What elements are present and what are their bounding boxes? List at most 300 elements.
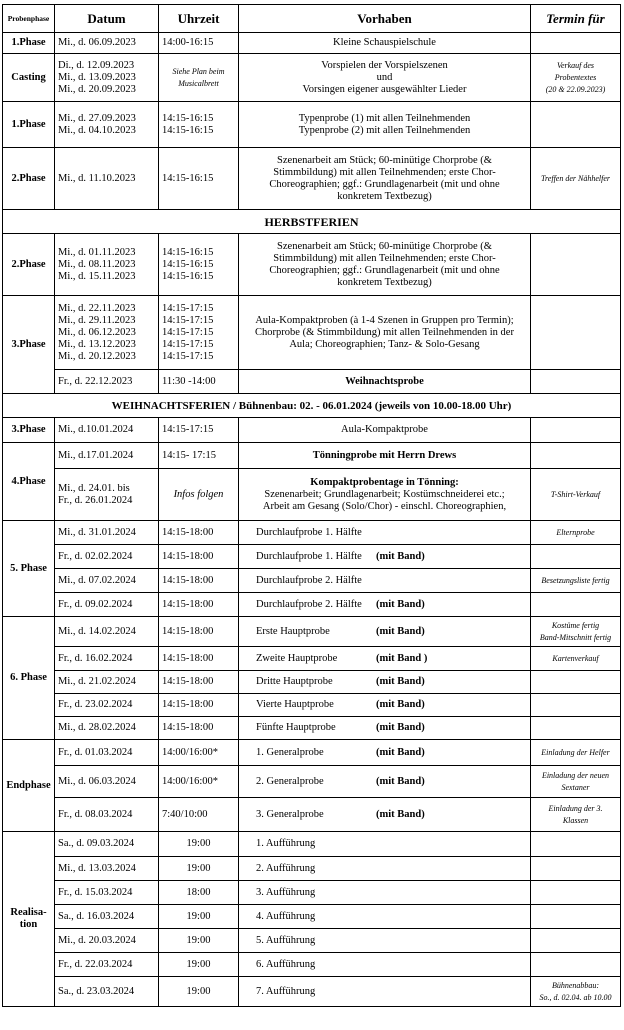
- text-line: 11:30 -14:00: [162, 375, 216, 387]
- zeit-cell: [159, 418, 239, 443]
- vorhaben-cell: [239, 593, 531, 617]
- text-line: 14:15-17:15: [162, 350, 214, 362]
- header-phase: Probenphase: [3, 5, 55, 33]
- table-row: [3, 234, 621, 296]
- table-row: [3, 694, 621, 717]
- vorhaben-text: Erste Hauptprobe: [256, 625, 330, 637]
- termin-cell: [531, 296, 621, 370]
- table-row: [3, 54, 621, 102]
- vorhaben-cell: [239, 617, 531, 647]
- text-line: Elternprobe: [556, 527, 595, 537]
- text-line: Besetzungsliste fertig: [541, 575, 610, 585]
- vorhaben-cell: [239, 671, 531, 694]
- phase-cell: 4.Phase: [3, 443, 55, 521]
- zeit-cell: [159, 569, 239, 593]
- termin-cell: [531, 929, 621, 953]
- vorhaben-cell: [239, 717, 531, 740]
- text-line: konkretem Textbezug): [337, 190, 432, 202]
- phase-cell: 2.Phase: [3, 234, 55, 296]
- text-line: Fr., d. 02.02.2024: [58, 550, 133, 562]
- vorhaben-text: 5. Aufführung: [256, 934, 316, 946]
- text-line: Typenprobe (2) mit allen Teilnehmenden: [298, 124, 471, 136]
- table-row: [3, 418, 621, 443]
- text-line: Aula-Kompaktproben (à 1-4 Szenen in Gruppen pro Termin);: [255, 314, 514, 326]
- text-line: 14:15-17:15: [162, 302, 214, 314]
- vorhaben-text: Zweite Hauptprobe: [256, 652, 338, 664]
- datum-cell: [55, 148, 159, 210]
- vorhaben-text: Durchlaufprobe 2. Hälfte: [256, 574, 362, 586]
- table-row: [3, 671, 621, 694]
- table-row: [3, 905, 621, 929]
- text-line: 19:00: [186, 934, 211, 946]
- termin-cell: [531, 593, 621, 617]
- table-row: [3, 617, 621, 647]
- text-line: Sa., d. 16.03.2024: [58, 910, 135, 922]
- text-line: Sa., d. 09.03.2024: [58, 838, 135, 849]
- band-note: (mit Band): [376, 550, 425, 562]
- termin-cell: [531, 798, 621, 832]
- vorhaben-cell: [239, 977, 531, 1007]
- text-line: Mi., d. 15.11.2023: [58, 270, 136, 282]
- text-line: 14:15-16:15: [162, 258, 214, 270]
- text-line: Choreographien; ggf.: Grundlagenarbeit (mit und ohne: [269, 264, 500, 276]
- text-line: (20 & 22.09.2023): [545, 84, 606, 94]
- vorhaben-text: 4. Aufführung: [256, 910, 316, 922]
- text-line: Mi., d. 22.11.2023: [58, 302, 136, 314]
- vorhaben-text: Fünfte Hauptprobe: [256, 722, 336, 733]
- text-line: 14:15-17:15: [162, 338, 214, 350]
- text-line: Fr., d. 01.03.2024: [58, 746, 133, 758]
- text-line: Di., d. 12.09.2023: [58, 59, 135, 71]
- zeit-cell: [159, 798, 239, 832]
- table-row: [3, 148, 621, 210]
- text-line: Arbeit am Gesang (Solo/Chor) - einschl. Choreographien,: [262, 500, 507, 512]
- text-line: Einladung der Helfer: [541, 747, 610, 757]
- text-line: T-Shirt-Verkauf: [550, 489, 601, 499]
- table-row: [3, 469, 621, 521]
- zeit-cell: [159, 469, 239, 521]
- datum-cell: [55, 977, 159, 1007]
- vorhaben-cell: [239, 33, 531, 54]
- banner-row: [3, 210, 621, 234]
- band-note: (mit Band ): [376, 652, 428, 664]
- text-line: Fr., d. 15.03.2024: [58, 886, 133, 898]
- zeit-cell: [159, 443, 239, 469]
- text-line: Kostüme fertig: [551, 620, 600, 630]
- text-line: Treffen der Nähhelfer: [540, 173, 611, 183]
- vorhaben-text: Durchlaufprobe 2. Hälfte: [256, 598, 362, 610]
- text-line: Chorprobe (& Stimmbildung) mit allen Teilnehmenden in der: [255, 326, 514, 338]
- text-line: 14:15-18:00: [162, 550, 214, 562]
- phase-cell: 1.Phase: [3, 33, 55, 54]
- termin-cell: [531, 766, 621, 798]
- termin-cell: [531, 54, 621, 102]
- text-line: Mi., d. 14.02.2024: [58, 625, 136, 637]
- vorhaben-cell: [239, 740, 531, 766]
- vorhaben-cell: [239, 881, 531, 905]
- text-line: 14:15-16:15: [162, 124, 214, 136]
- text-line: Einladung der 3.: [548, 803, 603, 813]
- vorhaben-cell: [239, 694, 531, 717]
- vorhaben-cell: [239, 929, 531, 953]
- phase-cell: Casting: [3, 54, 55, 102]
- zeit-cell: [159, 545, 239, 569]
- band-note: (mit Band): [376, 699, 425, 710]
- table-row: [3, 953, 621, 977]
- text-line: Mi., d. 04.10.2023: [58, 124, 136, 136]
- phase-cell: 2.Phase: [3, 148, 55, 210]
- text-line: Fr., d. 08.03.2024: [58, 808, 133, 820]
- zeit-cell: [159, 102, 239, 148]
- text-line: 14:15-16:15: [162, 270, 214, 282]
- table-row: [3, 370, 621, 394]
- table-row: [3, 593, 621, 617]
- table-row: [3, 647, 621, 671]
- table-row: [3, 443, 621, 469]
- text-line: 19:00: [186, 862, 211, 874]
- vorhaben-cell: [239, 545, 531, 569]
- table-row: [3, 798, 621, 832]
- holiday-banner: WEIHNACHTSFERIEN / Bühnenbau: 02. - 06.01.2024 (jeweils von 10.00-18.00 Uhr): [3, 394, 621, 418]
- text-line: Realisa-: [10, 907, 47, 918]
- termin-cell: [531, 569, 621, 593]
- text-line: 19:00: [186, 958, 211, 970]
- text-line: Fr., d. 09.02.2024: [58, 598, 133, 610]
- text-line: 14:15-18:00: [162, 652, 214, 664]
- vorhaben-cell: [239, 832, 531, 857]
- datum-cell: [55, 469, 159, 521]
- zeit-cell: [159, 766, 239, 798]
- text-line: Choreographien; ggf.: Grundlagenarbeit (mit und ohne: [269, 178, 500, 190]
- text-line: Mi., d. 21.02.2024: [58, 676, 136, 687]
- text-line: Vorspielen der Vorspielszenen: [321, 59, 448, 71]
- datum-cell: [55, 617, 159, 647]
- zeit-cell: [159, 370, 239, 394]
- text-line: Szenenarbeit am Stück; 60-minütige Chorprobe (&: [277, 154, 492, 166]
- text-line: Tönningprobe mit Herrn Drews: [312, 449, 457, 461]
- datum-cell: [55, 593, 159, 617]
- zeit-cell: [159, 832, 239, 857]
- text-line: 18:00: [186, 886, 211, 898]
- termin-cell: [531, 469, 621, 521]
- vorhaben-cell: [239, 857, 531, 881]
- text-line: tion: [19, 919, 38, 930]
- text-line: Mi., d. 13.09.2023: [58, 71, 136, 83]
- termin-cell: [531, 740, 621, 766]
- header-datum: Datum: [55, 5, 159, 33]
- text-line: 19:00: [186, 838, 211, 849]
- text-line: Band-Mitschnitt fertig: [539, 632, 612, 642]
- text-line: 14:00/16:00*: [162, 775, 219, 787]
- vorhaben-cell: [239, 647, 531, 671]
- vorhaben-cell: [239, 296, 531, 370]
- termin-cell: [531, 977, 621, 1007]
- zeit-cell: [159, 234, 239, 296]
- band-note: (mit Band): [376, 808, 425, 820]
- text-line: 14:15-16:15: [162, 112, 214, 124]
- termin-cell: [531, 647, 621, 671]
- text-line: 14:15-18:00: [162, 598, 214, 610]
- text-line: Aula; Choreographien; Tanz- & Solo-Gesang: [289, 338, 480, 350]
- datum-cell: [55, 296, 159, 370]
- zeit-cell: [159, 33, 239, 54]
- text-line: 14:15- 17:15: [162, 449, 216, 461]
- text-line: 19:00: [186, 985, 211, 997]
- table-row: [3, 977, 621, 1007]
- table-row: [3, 521, 621, 545]
- table-row: [3, 717, 621, 740]
- header-vorhaben: Vorhaben: [239, 5, 531, 33]
- text-line: Kompaktprobentage in Tönning:: [310, 476, 459, 488]
- text-line: 14:15-16:15: [162, 246, 214, 258]
- datum-cell: [55, 857, 159, 881]
- table-row: [3, 857, 621, 881]
- vorhaben-cell: [239, 102, 531, 148]
- text-line: 14:15-17:15: [162, 424, 214, 435]
- text-line: Klassen: [562, 815, 589, 825]
- text-line: Fr., d. 22.03.2024: [58, 958, 133, 970]
- datum-cell: [55, 766, 159, 798]
- datum-cell: [55, 234, 159, 296]
- termin-cell: [531, 671, 621, 694]
- vorhaben-cell: [239, 443, 531, 469]
- zeit-cell: [159, 717, 239, 740]
- datum-cell: [55, 370, 159, 394]
- band-note: (mit Band): [376, 625, 425, 637]
- text-line: Mi., d. 31.01.2024: [58, 526, 136, 538]
- zeit-cell: [159, 148, 239, 210]
- text-line: Typenprobe (1) mit allen Teilnehmenden: [298, 112, 471, 124]
- text-line: Mi., d. 01.11.2023: [58, 246, 136, 258]
- vorhaben-text: Durchlaufprobe 1. Hälfte: [256, 526, 362, 538]
- text-line: 14:15-17:15: [162, 326, 214, 338]
- band-note: (mit Band): [376, 775, 425, 787]
- text-line: Mi., d.17.01.2024: [58, 449, 134, 461]
- termin-cell: [531, 881, 621, 905]
- datum-cell: [55, 569, 159, 593]
- text-line: Sa., d. 23.03.2024: [58, 985, 135, 997]
- termin-cell: [531, 717, 621, 740]
- datum-cell: [55, 443, 159, 469]
- zeit-cell: [159, 54, 239, 102]
- vorhaben-text: 1. Aufführung: [256, 838, 316, 849]
- text-line: 14:15-18:00: [162, 625, 214, 637]
- vorhaben-text: 3. Generalprobe: [256, 808, 324, 820]
- table-row: [3, 832, 621, 857]
- vorhaben-cell: [239, 148, 531, 210]
- table-row: [3, 881, 621, 905]
- text-line: Verkauf des: [556, 60, 595, 70]
- text-line: Probentextes: [554, 72, 597, 82]
- termin-cell: [531, 617, 621, 647]
- text-line: Mi., d. 08.11.2023: [58, 258, 136, 270]
- text-line: Infos folgen: [173, 488, 224, 500]
- datum-cell: [55, 881, 159, 905]
- termin-cell: [531, 905, 621, 929]
- text-line: Mi., d. 13.12.2023: [58, 338, 136, 350]
- text-line: Siehe Plan beim: [172, 66, 225, 76]
- table-row: [3, 102, 621, 148]
- text-line: und: [376, 71, 393, 83]
- datum-cell: [55, 102, 159, 148]
- datum-cell: [55, 54, 159, 102]
- text-line: Kleine Schauspielschule: [333, 37, 436, 48]
- band-note: (mit Band): [376, 722, 425, 733]
- datum-cell: [55, 694, 159, 717]
- text-line: Fr., d. 22.12.2023: [58, 375, 133, 387]
- text-line: Mi., d. 13.03.2024: [58, 862, 136, 874]
- text-line: Sextaner: [561, 782, 590, 792]
- termin-cell: [531, 33, 621, 54]
- datum-cell: [55, 905, 159, 929]
- termin-cell: [531, 832, 621, 857]
- vorhaben-cell: [239, 418, 531, 443]
- vorhaben-cell: [239, 54, 531, 102]
- vorhaben-text: 7. Aufführung: [256, 985, 316, 997]
- text-line: Mi., d. 06.03.2024: [58, 775, 136, 787]
- vorhaben-cell: [239, 569, 531, 593]
- text-line: 14:15-16:15: [162, 172, 214, 184]
- text-line: 19:00: [186, 910, 211, 922]
- text-line: konkretem Textbezug): [337, 276, 432, 288]
- text-line: 14:15-18:00: [162, 699, 214, 710]
- vorhaben-cell: [239, 370, 531, 394]
- vorhaben-cell: [239, 798, 531, 832]
- text-line: Fr., d. 26.01.2024: [58, 494, 133, 506]
- vorhaben-text: 2. Generalprobe: [256, 775, 324, 787]
- zeit-cell: [159, 296, 239, 370]
- header-uhrzeit: Uhrzeit: [159, 5, 239, 33]
- termin-cell: [531, 148, 621, 210]
- text-line: Mi., d.10.01.2024: [58, 424, 134, 435]
- table-row: [3, 740, 621, 766]
- text-line: Bühnenabbau:: [551, 980, 600, 990]
- zeit-cell: [159, 977, 239, 1007]
- banner-row: [3, 394, 621, 418]
- vorhaben-cell: [239, 469, 531, 521]
- text-line: Mi., d. 20.03.2024: [58, 934, 136, 946]
- text-line: Mi., d. 06.12.2023: [58, 326, 136, 338]
- zeit-cell: [159, 953, 239, 977]
- band-note: (mit Band): [376, 676, 425, 687]
- datum-cell: [55, 671, 159, 694]
- phase-cell: 1.Phase: [3, 102, 55, 148]
- phase-cell: 3.Phase: [3, 418, 55, 443]
- text-line: 14:15-18:00: [162, 526, 214, 538]
- text-line: Fr., d. 23.02.2024: [58, 699, 133, 710]
- text-line: Mi., d. 28.02.2024: [58, 722, 136, 733]
- rehearsal-schedule-table: [2, 4, 621, 1007]
- vorhaben-text: 1. Generalprobe: [256, 746, 324, 758]
- datum-cell: [55, 647, 159, 671]
- vorhaben-text: 3. Aufführung: [256, 886, 316, 898]
- termin-cell: [531, 694, 621, 717]
- vorhaben-cell: [239, 521, 531, 545]
- text-line: Weihnachtsprobe: [345, 375, 424, 387]
- text-line: 14:15-18:00: [162, 574, 214, 586]
- table-row: [3, 296, 621, 370]
- text-line: So., d. 02.04. ab 10.00: [539, 992, 612, 1002]
- phase-cell: [3, 832, 55, 1007]
- vorhaben-cell: [239, 234, 531, 296]
- termin-cell: [531, 418, 621, 443]
- text-line: Musicalbrett: [178, 78, 219, 88]
- zeit-cell: [159, 593, 239, 617]
- vorhaben-text: 2. Aufführung: [256, 862, 316, 874]
- termin-cell: [531, 102, 621, 148]
- zeit-cell: [159, 740, 239, 766]
- table-row: [3, 569, 621, 593]
- text-line: 7:40/10:00: [162, 808, 208, 820]
- datum-cell: [55, 33, 159, 54]
- vorhaben-text: Durchlaufprobe 1. Hälfte: [256, 550, 362, 562]
- text-line: Mi., d. 27.09.2023: [58, 112, 136, 124]
- text-line: Szenenarbeit; Grundlagenarbeit; Kostümschneiderei etc.;: [264, 488, 505, 500]
- text-line: Stimmbildung) mit allen Teilnehmenden; erste Chor-: [273, 252, 496, 264]
- text-line: Fr., d. 16.02.2024: [58, 652, 133, 664]
- termin-cell: [531, 857, 621, 881]
- zeit-cell: [159, 617, 239, 647]
- phase-cell: 5. Phase: [3, 521, 55, 617]
- text-line: Mi., d. 20.12.2023: [58, 350, 136, 362]
- datum-cell: [55, 798, 159, 832]
- vorhaben-cell: [239, 953, 531, 977]
- zeit-cell: [159, 881, 239, 905]
- vorhaben-cell: [239, 766, 531, 798]
- text-line: 14:00-16:15: [162, 37, 214, 48]
- band-note: (mit Band): [376, 746, 425, 758]
- datum-cell: [55, 929, 159, 953]
- table-row: [3, 545, 621, 569]
- phase-cell: Endphase: [3, 740, 55, 832]
- termin-cell: [531, 521, 621, 545]
- datum-cell: [55, 418, 159, 443]
- text-line: Mi., d. 20.09.2023: [58, 83, 136, 95]
- zeit-cell: [159, 521, 239, 545]
- holiday-banner: HERBSTFERIEN: [3, 210, 621, 234]
- zeit-cell: [159, 671, 239, 694]
- zeit-cell: [159, 857, 239, 881]
- text-line: Kartenverkauf: [552, 653, 599, 663]
- text-line: Mi., d. 11.10.2023: [58, 172, 136, 184]
- text-line: 14:15-18:00: [162, 676, 214, 687]
- vorhaben-text: 6. Aufführung: [256, 958, 316, 970]
- text-line: Aula-Kompaktprobe: [341, 424, 428, 435]
- termin-cell: [531, 953, 621, 977]
- table-row: [3, 33, 621, 54]
- band-note: (mit Band): [376, 598, 425, 610]
- table-row: [3, 929, 621, 953]
- header-termin: Termin für: [531, 5, 621, 33]
- text-line: 14:15-18:00: [162, 722, 214, 733]
- termin-cell: [531, 234, 621, 296]
- zeit-cell: [159, 929, 239, 953]
- vorhaben-cell: [239, 905, 531, 929]
- text-line: 14:15-17:15: [162, 314, 214, 326]
- zeit-cell: [159, 905, 239, 929]
- datum-cell: [55, 545, 159, 569]
- datum-cell: [55, 953, 159, 977]
- text-line: Szenenarbeit am Stück; 60-minütige Chorprobe (&: [277, 240, 492, 252]
- table-row: [3, 766, 621, 798]
- vorhaben-text: Dritte Hauptprobe: [256, 676, 333, 687]
- termin-cell: [531, 545, 621, 569]
- text-line: 14:00/16:00*: [162, 746, 219, 758]
- text-line: Stimmbildung) mit allen Teilnehmenden; erste Chor-: [273, 166, 496, 178]
- zeit-cell: [159, 647, 239, 671]
- vorhaben-text: Vierte Hauptprobe: [256, 699, 334, 710]
- text-line: Vorsingen eigener ausgewählter Lieder: [302, 83, 467, 95]
